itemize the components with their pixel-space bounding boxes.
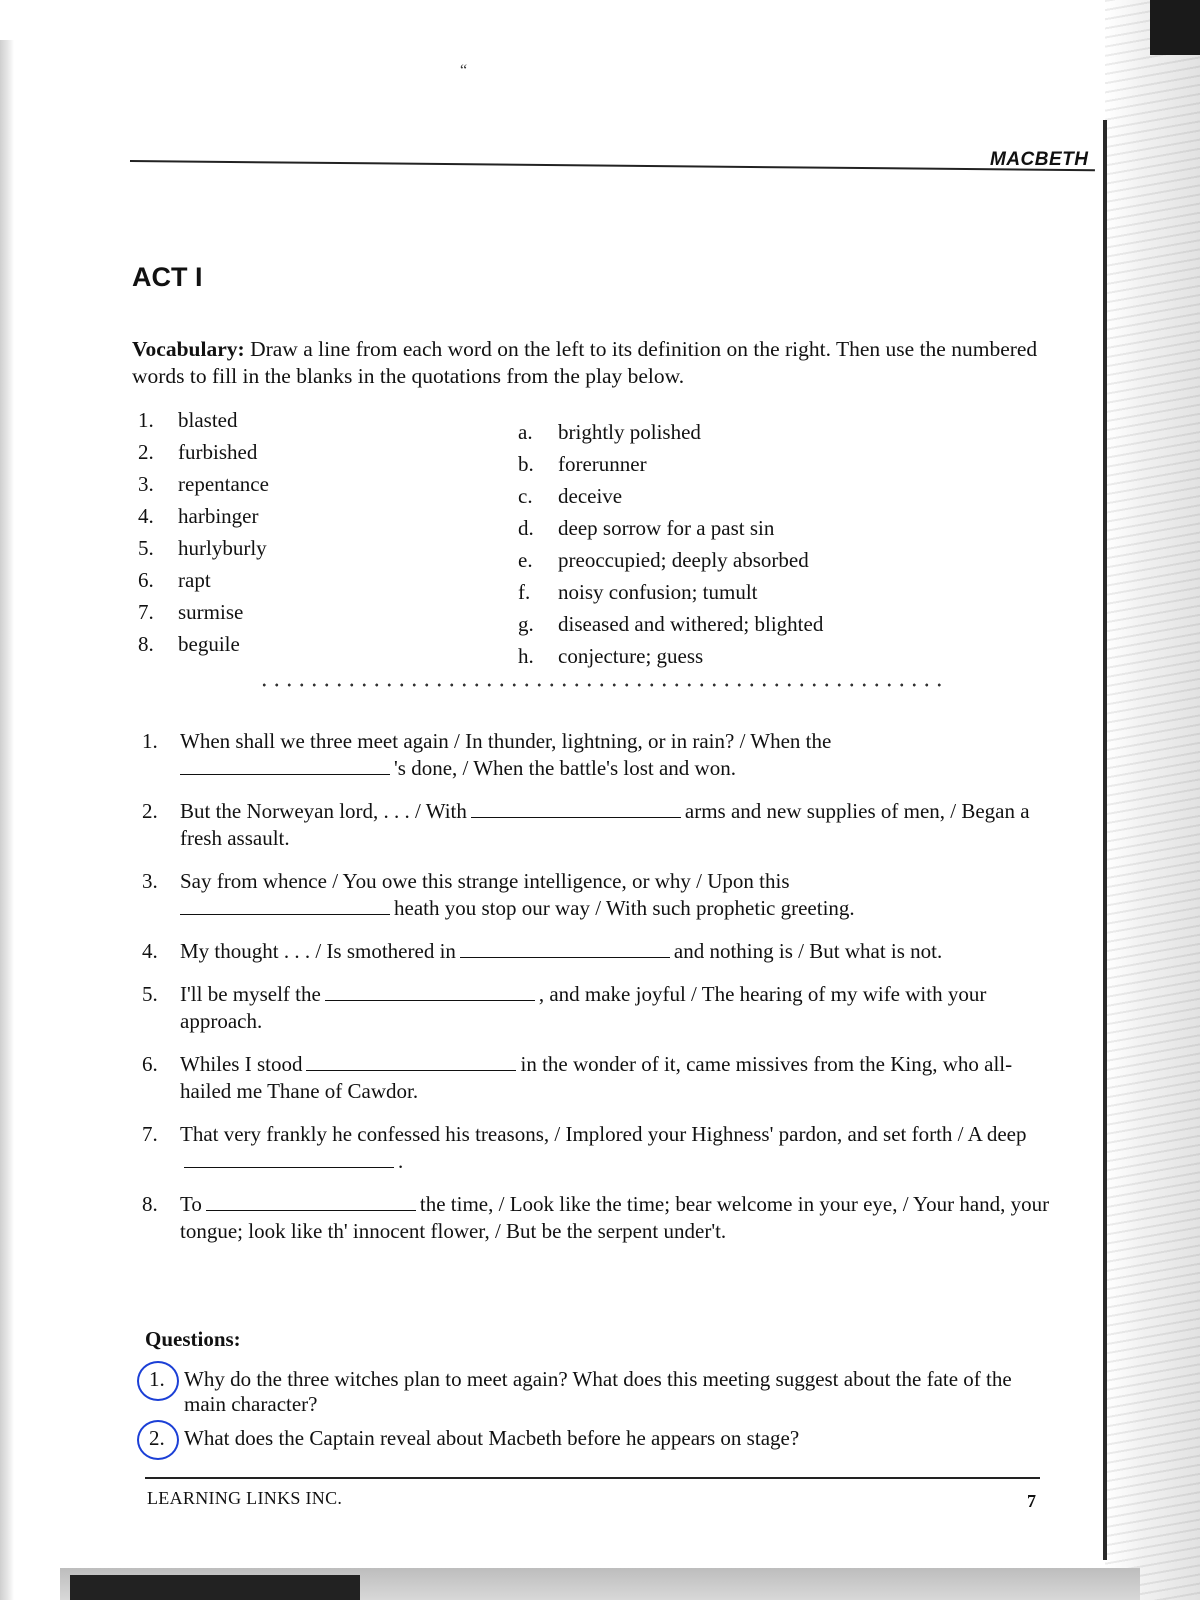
vocab-word-number: 4. — [138, 504, 154, 528]
stray-mark: “ — [460, 62, 468, 79]
fill-in-blank[interactable] — [306, 1052, 516, 1071]
quotation-text-before: Whiles I stood — [180, 1052, 303, 1076]
fill-in-blank[interactable] — [184, 1149, 394, 1168]
quotation-number: 5. — [142, 982, 158, 1006]
vocab-word — [138, 536, 269, 568]
quotation-number: 4. — [142, 939, 158, 963]
vocab-definition-list — [518, 420, 823, 676]
fill-in-blank[interactable] — [471, 799, 681, 818]
vocab-word-text: hurlyburly — [178, 536, 267, 560]
vocab-word-number: 8. — [138, 632, 154, 656]
quotation-number: 1. — [142, 729, 158, 753]
page-title: ACT I — [132, 262, 203, 292]
quotation-item — [142, 798, 1052, 852]
vocab-definition — [518, 452, 823, 484]
questions-list — [145, 1367, 1045, 1460]
question-number: 2. — [149, 1426, 165, 1450]
vocab-definition-text: forerunner — [558, 452, 647, 476]
vocab-word — [138, 472, 269, 504]
header-rule — [130, 160, 1095, 171]
vocab-definition-text: conjecture; guess — [558, 644, 704, 668]
vocab-definition-letter: a. — [518, 420, 533, 444]
quotation-item — [142, 1121, 1052, 1175]
fill-in-blank[interactable] — [460, 939, 670, 958]
vocab-definition-letter: d. — [518, 516, 534, 540]
quotation-item — [142, 868, 1052, 922]
quotation-text-before: But the Norweyan lord, . . . / With — [180, 799, 467, 823]
vocab-definition-letter: f. — [518, 580, 531, 604]
quotation-number: 6. — [142, 1052, 158, 1076]
vocab-definition — [518, 420, 823, 452]
fill-in-blank[interactable] — [206, 1192, 416, 1211]
vocab-word-number: 1. — [138, 408, 154, 432]
quotation-number: 8. — [142, 1192, 158, 1216]
vocab-word — [138, 600, 269, 632]
quotation-text-before: That very frankly he confessed his treasons, / Implored your Highness' pardon, and set forth / A deep — [180, 1122, 1027, 1146]
scan-edge-right — [1105, 0, 1200, 1600]
quotation-item — [142, 728, 1052, 782]
quotation-number: 2. — [142, 799, 158, 823]
page-number: 7 — [1027, 1491, 1036, 1511]
quotation-text-after: arms and new supplies of men, / Began a fresh assault. — [180, 799, 1030, 850]
quotation-text-before: My thought . . . / Is smothered in — [180, 939, 456, 963]
scan-edge-bottom-dark — [70, 1575, 360, 1600]
vocab-word-number: 7. — [138, 600, 154, 624]
vocab-definition-text: brightly polished — [558, 420, 701, 444]
vocab-definition-letter: b. — [518, 452, 534, 476]
quotation-list — [142, 728, 1052, 1261]
quotation-text-after: . — [398, 1149, 404, 1173]
footer-rule — [145, 1477, 1040, 1479]
quotation-text-before: Say from whence / You owe this strange intelligence, or why / Upon this — [180, 869, 790, 893]
quotation-text-before: I'll be myself the — [180, 982, 321, 1006]
quotation-text-before: To — [180, 1192, 202, 1216]
vocab-definition — [518, 612, 823, 644]
vocab-definition-text: preoccupied; deeply absorbed — [558, 548, 809, 572]
vocab-definition-text: deceive — [558, 484, 623, 508]
vocabulary-instructions — [132, 336, 1072, 390]
scan-edge-left — [0, 40, 14, 1600]
vocab-word — [138, 504, 269, 536]
quotation-item — [142, 1191, 1052, 1245]
running-header: MACBETH — [990, 149, 1089, 170]
vocab-word-text: rapt — [178, 568, 211, 592]
vocab-definition-letter: e. — [518, 548, 533, 572]
vocab-word-text: harbinger — [178, 504, 259, 528]
questions-heading: Questions: — [145, 1327, 241, 1351]
quotation-number: 3. — [142, 869, 158, 893]
quotation-text-after: 's done, / When the battle's lost and won. — [394, 756, 736, 780]
vocab-word-list — [138, 408, 269, 664]
vocab-word — [138, 568, 269, 600]
vocab-definition-text: noisy confusion; tumult — [558, 580, 758, 604]
publisher-name: LEARNING LINKS INC. — [147, 1488, 343, 1508]
fill-in-blank[interactable] — [325, 982, 535, 1001]
vocab-word-number: 3. — [138, 472, 154, 496]
dotted-divider — [258, 682, 948, 688]
quotation-item — [142, 938, 1052, 965]
fill-in-blank[interactable] — [180, 896, 390, 915]
vocab-definition-letter: c. — [518, 484, 533, 508]
vocab-definition-letter: g. — [518, 612, 534, 636]
quotation-text-before: When shall we three meet again / In thunder, lightning, or in rain? / When the — [180, 729, 832, 753]
question-item — [145, 1367, 1045, 1417]
vocab-word-text: beguile — [178, 632, 240, 656]
quotation-text-after: and nothing is / But what is not. — [673, 939, 943, 963]
vocab-word-number: 2. — [138, 440, 154, 464]
question-text: What does the Captain reveal about Macbeth before he appears on stage? — [184, 1426, 800, 1450]
question-text: Why do the three witches plan to meet again? What does this meeting suggest about the fate of the main character? — [184, 1367, 1012, 1416]
vocab-word — [138, 408, 269, 440]
vocab-word-text: furbished — [178, 440, 258, 464]
vocab-word-text: blasted — [178, 408, 238, 432]
vocab-word-text: repentance — [178, 472, 269, 496]
scan-edge-right-line — [1103, 120, 1107, 1560]
vocab-definition — [518, 516, 823, 548]
quotation-number: 7. — [142, 1122, 158, 1146]
vocabulary-label: Vocabulary: — [132, 337, 245, 361]
vocab-definition — [518, 484, 823, 516]
vocab-word-number: 6. — [138, 568, 154, 592]
fill-in-blank[interactable] — [180, 756, 390, 775]
vocab-definition-text: deep sorrow for a past sin — [558, 516, 775, 540]
vocab-definition — [518, 580, 823, 612]
vocab-word — [138, 632, 269, 664]
quotation-text-after: the time, / Look like the time; bear welcome in your eye, / Your hand, your tongue; look like th' innocent flower, / But be the serpent under't. — [180, 1192, 1050, 1243]
vocab-definition — [518, 644, 823, 676]
scan-corner-top-right — [1150, 0, 1200, 55]
vocab-definition — [518, 548, 823, 580]
quotation-item — [142, 1051, 1052, 1105]
vocabulary-instructions-text: Draw a line from each word on the left to its definition on the right. Then use the numbered words to fill in the blanks in the quotations from the play below. — [132, 337, 1038, 388]
vocab-word-text: surmise — [178, 600, 244, 624]
question-number: 1. — [149, 1367, 165, 1391]
question-item — [145, 1426, 1045, 1451]
vocab-word-number: 5. — [138, 536, 154, 560]
quotation-item — [142, 981, 1052, 1035]
vocab-word — [138, 440, 269, 472]
quotation-text-after: heath you stop our way / With such prophetic greeting. — [394, 896, 855, 920]
quotation-text-after: in the wonder of it, came missives from the King, who all-hailed me Thane of Cawdor. — [180, 1052, 1013, 1103]
vocab-definition-letter: h. — [518, 644, 534, 668]
quotation-text-after: , and make joyful / The hearing of my wife with your approach. — [180, 982, 987, 1033]
vocab-definition-text: diseased and withered; blighted — [558, 612, 824, 636]
